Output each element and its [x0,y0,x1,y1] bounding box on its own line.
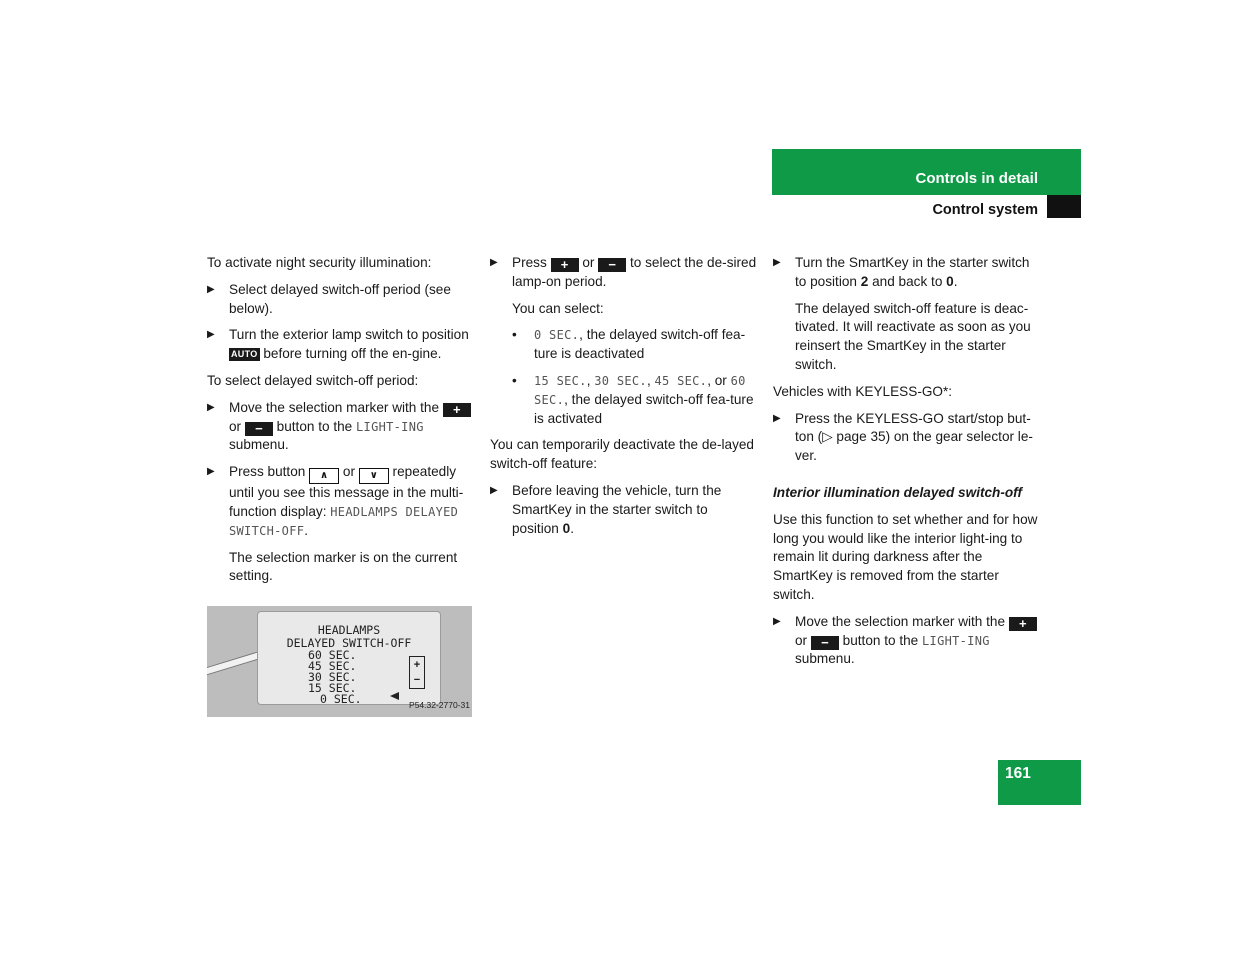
step-select-period: ▶ Select delayed switch-off period (see below). [207,281,451,316]
bullet-arrow-icon: ▶ [490,484,498,496]
column-3 [773,254,1043,677]
step-move-marker: ▶ Move the selection marker with the + or − button to the LIGHT-ING submenu. [207,399,475,455]
multifunction-display-image [207,606,472,717]
plus-button-icon: + [1009,617,1037,631]
you-can-select-text: You can select: [512,300,604,316]
bullet-dot-icon: • [512,372,517,388]
auto-icon: AUTO [231,349,258,360]
option-activated: • 15 SEC., 30 SEC., 45 SEC., or 60 SEC., the delayed switch-off fea-ture is activated [512,372,754,426]
keyless-go-text: Vehicles with KEYLESS-GO*: [773,383,953,399]
bullet-arrow-icon: ▶ [773,615,781,627]
section-title: Controls in detail [915,170,1038,187]
lighting-submenu-label: LIGHT-ING [356,419,424,434]
display-option-30: 30 SEC. [308,670,357,684]
display-line-1: HEADLAMPS [317,623,381,637]
step-before-leaving: ▶ Before leaving the vehicle, turn the SmartKey in the starter switch to position 0. [490,482,722,536]
step-keyless-go: ▶ Press the KEYLESS-GO start/stop but-ton (▷ page 35) on the gear selector le-ver. [773,410,1033,464]
display-plus-icon: + [413,659,421,671]
bullet-arrow-icon: ▶ [773,412,781,424]
display-option-15: 15 SEC. [308,681,357,695]
interior-illumination-text: Use this function to set whether and for how long you would like the interior light-ing to remain lit during darkness after the SmartKey is removed from the starter switch. [773,511,1038,602]
subsection-header [772,195,1047,222]
header-marker [1047,195,1081,218]
step-move-marker-2: ▶ Move the selection marker with the + or − button to the LIGHT-ING submenu. [773,613,1043,669]
plus-button-icon: + [443,403,471,417]
select-period-text: To select delayed switch-off period: [207,372,419,388]
page-number: 161 [1005,765,1031,782]
column-2 [490,254,758,546]
step-turn-smartkey: ▶ Turn the SmartKey in the starter switch to position 2 and back to 0. [773,255,1030,289]
display-line-2: DELAYED SWITCH-OFF [286,636,412,650]
intro-text: To activate night security illumination: [207,255,432,270]
marker-note: The selection marker is on the current setting. [229,549,458,584]
page-number-tab [998,760,1081,805]
down-button-icon: ∨ [359,468,389,484]
plus-minus-indicator [409,656,425,689]
subsection-title: Control system [932,202,1038,218]
display-option-45: 45 SEC. [308,659,357,673]
step-press-plus-minus: ▶ Press + or − to select the de-sired lamp-on period. [490,255,757,289]
section-header [772,149,1081,195]
bullet-arrow-icon: ▶ [207,466,215,478]
bullet-arrow-icon: ▶ [207,283,215,295]
selection-marker-icon [390,692,399,700]
deactivated-note: The delayed switch-off feature is deac-tivated. It will reactivate as soon as you reinsert the SmartKey in the starter switch. [795,300,1031,372]
plus-button-icon: + [551,258,579,272]
option-deactivated: • 0 SEC., the delayed switch-off fea-ture is deactivated [512,327,746,362]
bullet-arrow-icon: ▶ [207,401,215,413]
step-lamp-switch: ▶ Turn the exterior lamp switch to position AUTO before turning off the en-gine. [207,327,469,362]
minus-button-icon: − [245,422,273,436]
column-1 [207,254,475,594]
temporarily-deactivate-text: You can temporarily deactivate the de-layed switch-off feature: [490,437,754,472]
bullet-arrow-icon: ▶ [207,329,215,341]
display-message-label: HEADLAMPS DELAYED SWITCH-OFF [229,504,459,538]
minus-button-icon: − [598,258,626,272]
bullet-dot-icon: • [512,327,517,343]
display-screen [257,611,441,705]
lighting-submenu-label: LIGHT-ING [922,633,990,648]
display-minus-icon: − [413,674,421,686]
interior-illumination-heading: Interior illumination delayed switch-off [773,484,1022,500]
bullet-arrow-icon: ▶ [773,257,781,268]
bullet-arrow-icon: ▶ [490,257,498,268]
step-press-button: ▶ Press button ∧ or ∨ repeatedly until you see this message in the multi-function display: HEADLAMPS DELAYED SWITCH-OFF. [207,464,464,538]
image-code: P54.32-2770-31 [409,700,470,711]
display-option-0: 0 SEC. [320,692,362,706]
minus-button-icon: − [811,636,839,650]
up-button-icon: ∧ [309,468,339,484]
display-option-60: 60 SEC. [308,648,357,662]
